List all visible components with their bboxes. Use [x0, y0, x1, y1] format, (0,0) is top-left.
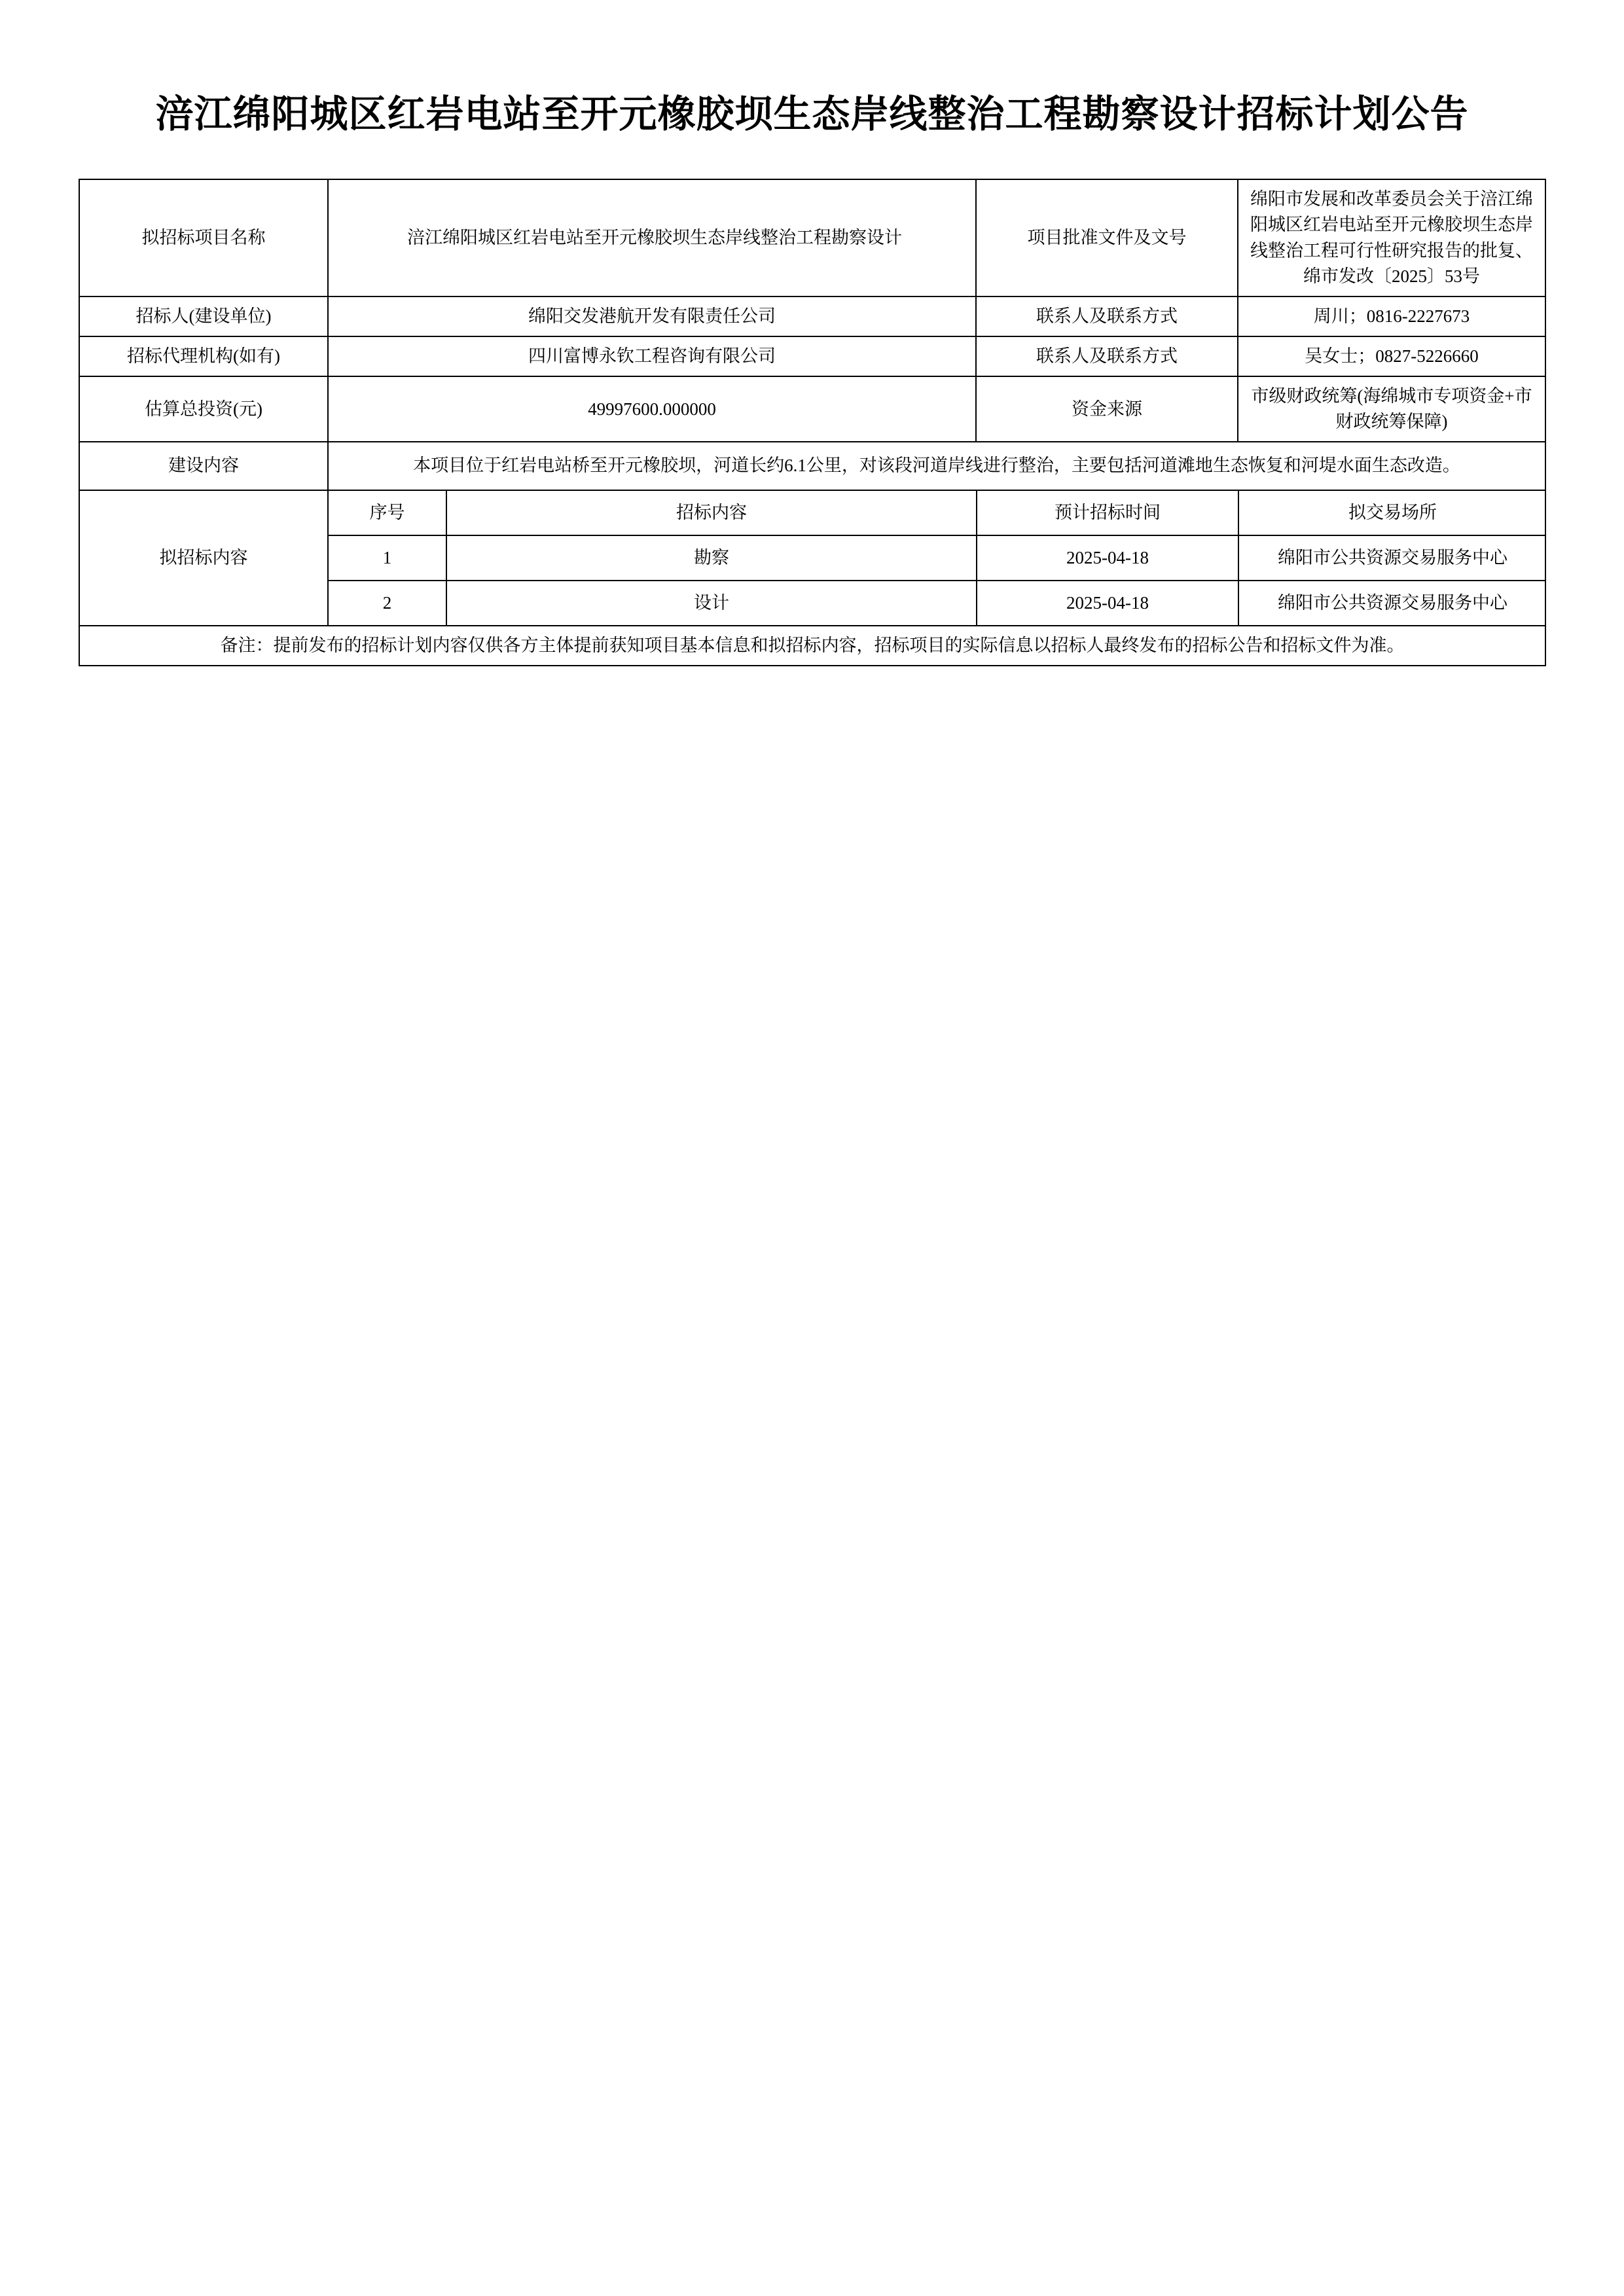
agency-value: 四川富博永钦工程咨询有限公司 [328, 336, 976, 376]
contact-two-label: 联系人及联系方式 [976, 336, 1238, 376]
table-row [79, 336, 1545, 376]
bid-items-table [329, 491, 1546, 625]
contact-two-value: 吴女士；0827-5226660 [1238, 336, 1545, 376]
contact-one-label: 联系人及联系方式 [976, 296, 1238, 336]
fund-source-label: 资金来源 [976, 376, 1238, 442]
bid-content-cell [328, 490, 1545, 626]
table-row [79, 626, 1545, 666]
table-row [79, 296, 1545, 336]
contact-one-value: 周川；0816-2227673 [1238, 296, 1545, 336]
bid-item-content: 勘察 [446, 535, 977, 581]
construction-value: 本项目位于红岩电站桥至开元橡胶坝，河道长约6.1公里，对该段河道岸线进行整治，主要包括河道滩地生态恢复和河堤水面生态改造。 [328, 442, 1545, 490]
approval-doc-label: 项目批准文件及文号 [976, 179, 1238, 296]
column-header-place: 拟交易场所 [1238, 491, 1546, 535]
announcement-table [79, 179, 1546, 666]
table-row [79, 442, 1545, 490]
table-row [79, 179, 1545, 296]
column-header-time: 预计招标时间 [977, 491, 1238, 535]
project-name-label: 拟招标项目名称 [79, 179, 328, 296]
page-title: 涪江绵阳城区红岩电站至开元橡胶坝生态岸线整治工程勘察设计招标计划公告 [155, 92, 1469, 136]
project-name-value: 涪江绵阳城区红岩电站至开元橡胶坝生态岸线整治工程勘察设计 [328, 179, 976, 296]
bid-item-place: 绵阳市公共资源交易服务中心 [1238, 535, 1546, 581]
bid-item-place: 绵阳市公共资源交易服务中心 [1238, 581, 1546, 625]
table-row [329, 535, 1546, 581]
bid-item-time: 2025-04-18 [977, 581, 1238, 625]
table-row [79, 490, 1545, 626]
footer-note: 备注：提前发布的招标计划内容仅供各方主体提前获知项目基本信息和拟招标内容，招标项目的实际信息以招标人最终发布的招标公告和招标文件为准。 [79, 626, 1545, 666]
bid-item-content: 设计 [446, 581, 977, 625]
tenderee-label: 招标人(建设单位) [79, 296, 328, 336]
tenderee-value: 绵阳交发港航开发有限责任公司 [328, 296, 976, 336]
investment-label: 估算总投资(元) [79, 376, 328, 442]
bid-item-no: 1 [329, 535, 446, 581]
column-header-content: 招标内容 [446, 491, 977, 535]
fund-source-value: 市级财政统筹(海绵城市专项资金+市财政统筹保障) [1238, 376, 1545, 442]
bid-content-label: 拟招标内容 [79, 490, 328, 626]
bid-item-time: 2025-04-18 [977, 535, 1238, 581]
table-row [79, 376, 1545, 442]
investment-value: 49997600.000000 [328, 376, 976, 442]
construction-label: 建设内容 [79, 442, 328, 490]
column-header-no: 序号 [329, 491, 446, 535]
agency-label: 招标代理机构(如有) [79, 336, 328, 376]
approval-doc-value: 绵阳市发展和改革委员会关于涪江绵阳城区红岩电站至开元橡胶坝生态岸线整治工程可行性研究报告的批复、绵市发改〔2025〕53号 [1238, 179, 1545, 296]
table-row [329, 581, 1546, 625]
bid-item-no: 2 [329, 581, 446, 625]
table-header-row [329, 491, 1546, 535]
